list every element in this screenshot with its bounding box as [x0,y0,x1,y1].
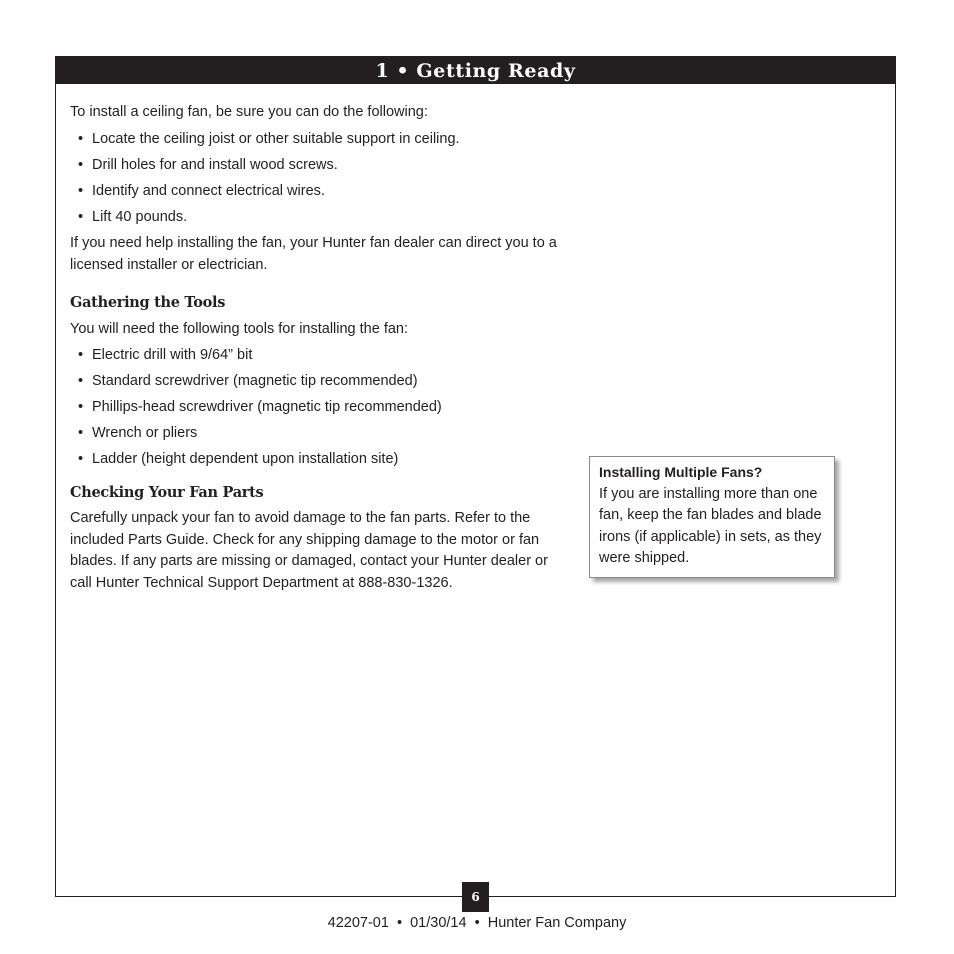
bullet-icon: • [78,373,84,389]
bullet-icon: • [78,208,84,225]
parts-body: Carefully unpack your fan to avoid damage to the fan parts. Refer to the included Parts Guide. Check for any shipping damage to the motor or fan blades. If any parts are missing or damaged, contact your Hunter dealer or call Hunter Technical Support Department at 888-830-1326. [70,510,548,591]
parts-heading: Checking Your Fan Parts [70,483,264,501]
bullet-icon: • [78,399,84,415]
list-item: • Drill holes for and install wood screws. [70,155,566,177]
bullet-icon: • [78,156,84,173]
tools-heading: Gathering the Tools [70,294,226,311]
tip-callout-box [589,456,835,578]
bullet-icon: • [78,347,84,363]
list-item: • Electric drill with 9/64” bit [70,345,566,367]
bullet-icon: • [78,182,84,199]
list-item: • Lift 40 pounds. [70,207,566,229]
list-item: • Wrench or pliers [70,423,566,445]
page-number: 6 [462,882,489,912]
callout-title: Installing Multiple Fans? [599,464,763,480]
bullet-icon: • [78,130,84,147]
bullet-icon: • [78,451,84,467]
list-item: • Locate the ceiling joist or other suitable support in ceiling. [70,129,566,151]
footer-text: 42207-01 • 01/30/14 • Hunter Fan Company [327,915,627,931]
list-item: • Standard screwdriver (magnetic tip recommended) [70,371,566,393]
header-bar [56,57,895,84]
callout-body: If you are installing more than one fan, keep the fan blades and blade irons (if applicable) in sets, as they were shipped. [599,485,822,566]
intro-help: If you need help installing the fan, your Hunter fan dealer can direct you to a licensed installer or electrician. [70,235,557,273]
bullet-icon: • [78,425,84,441]
page-title: 1 • Getting Ready [375,59,576,82]
intro-bullet-list [70,129,566,229]
intro-lead: To install a ceiling fan, be sure you can do the following: [70,104,428,120]
list-item: • Ladder (height dependent upon installation site) [70,449,566,471]
tools-lead: You will need the following tools for installing the fan: [70,320,409,337]
main-content [70,102,566,599]
list-item: • Phillips-head screwdriver (magnetic tip recommended) [70,397,566,419]
list-item: • Identify and connect electrical wires. [70,181,566,203]
tools-bullet-list [70,345,566,471]
